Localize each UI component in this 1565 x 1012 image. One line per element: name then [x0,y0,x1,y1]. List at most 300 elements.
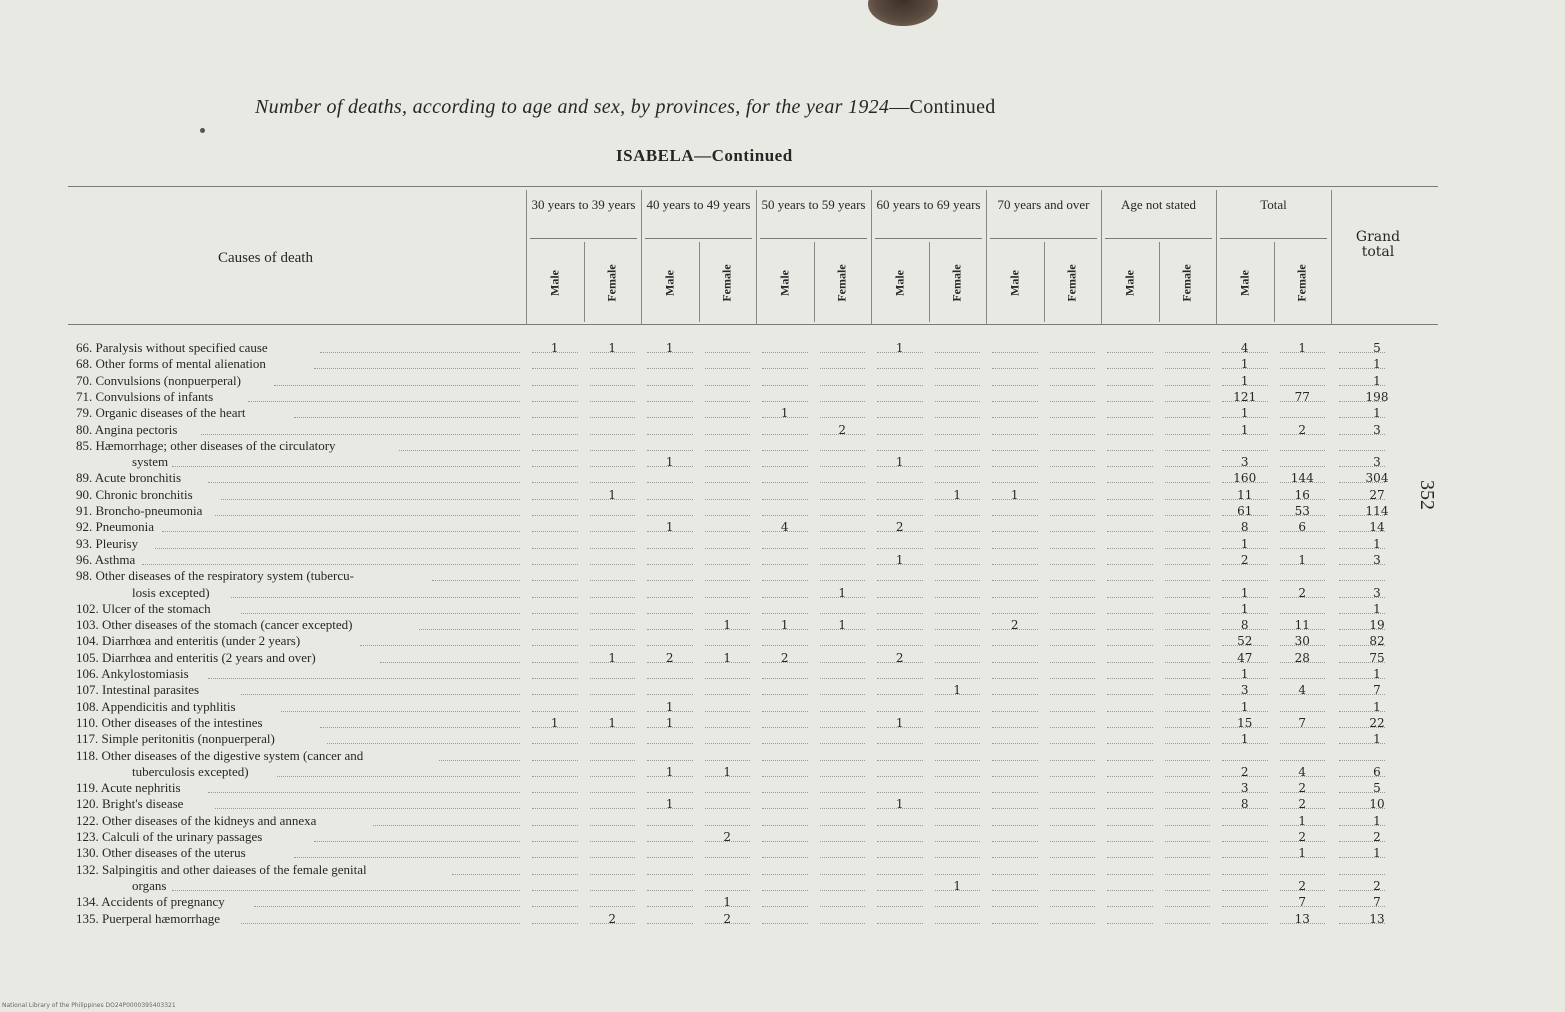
cell-leader [762,401,808,402]
cell-leader [1107,450,1153,451]
data-cell: 2 [1298,585,1307,600]
cause-label: 107. Intestinal parasites [76,682,200,698]
cell-leader [1107,808,1153,809]
cell-leader [1165,760,1211,761]
cell-leader [935,564,981,565]
cause-label: 118. Other diseases of the digestive system (cancer and [76,747,364,763]
cell-leader [705,857,751,858]
data-cell: 7 [1373,683,1381,698]
age-group-header: 40 years to 49 years [646,197,751,212]
cell-leader [820,727,866,728]
data-cell: 52 [1237,634,1253,649]
dot-leader [314,368,520,369]
cell-leader [877,857,923,858]
cell-leader [590,825,636,826]
data-cell: 2 [1373,830,1381,844]
cell-leader [992,482,1038,483]
cause-label: 93. Pleurisy [76,535,139,551]
cell-leader [1165,548,1211,549]
cell-leader [877,629,923,630]
cell-leader [532,906,578,907]
data-cell: 1 [608,650,617,665]
cell-leader [762,450,808,451]
cell-leader [647,597,693,598]
cell-leader [705,531,751,532]
data-cell: 16 [1294,487,1310,502]
cell-leader [992,613,1038,614]
male-subheader: Male [777,270,792,296]
cell-leader [762,434,808,435]
sex-divider [814,242,815,322]
cell-leader [762,548,808,549]
cell-leader [532,808,578,809]
cell-leader [532,466,578,467]
cell-leader [762,906,808,907]
cell-leader [705,645,751,646]
cell-leader [1165,694,1211,695]
cell-leader [820,776,866,777]
data-cell: 1 [895,455,904,470]
cell-leader [590,694,636,695]
cell-leader [1280,417,1326,418]
cell-leader [935,548,981,549]
dot-leader [432,580,520,581]
cell-leader [820,450,866,451]
header-bottom-rule [68,324,1438,325]
dot-leader [399,450,520,451]
cell-leader [820,548,866,549]
cell-leader [820,401,866,402]
cell-leader [877,923,923,924]
cell-leader [877,760,923,761]
data-cell: 1 [723,618,732,633]
cell-leader [590,711,636,712]
table-row [76,813,316,829]
data-cell: 75 [1369,650,1385,665]
cell-leader [1165,352,1211,353]
data-cell: 4 [780,520,789,535]
cell-leader [1280,711,1326,712]
cell-leader [1050,466,1096,467]
cell-leader [647,450,693,451]
cell-leader [1050,743,1096,744]
cell-leader [820,515,866,516]
cell-leader [1050,825,1096,826]
data-cell: 6 [1298,520,1307,535]
cell-leader [532,434,578,435]
dot-leader [241,613,520,614]
data-cell: 2 [1373,878,1381,893]
data-cell: 2 [838,422,847,437]
cell-leader [1050,841,1096,842]
cell-leader [1050,482,1096,483]
data-cell: 2 [1298,878,1307,893]
cell-leader [820,385,866,386]
female-subheader: Female [834,264,849,302]
cell-leader [647,417,693,418]
data-cell: 4 [1298,764,1307,779]
cell-leader [935,857,981,858]
cell-leader [532,694,578,695]
cell-leader [992,727,1038,728]
dot-leader [208,482,520,483]
cell-leader [935,531,981,532]
cell-leader [647,906,693,907]
cell-leader [820,857,866,858]
data-cell: 8 [1240,797,1249,812]
table-row [76,878,166,894]
data-cell: 1 [723,764,732,779]
cell-leader [705,613,751,614]
cell-leader [820,711,866,712]
cell-leader [1165,743,1211,744]
cell-leader [992,385,1038,386]
cell-leader [992,597,1038,598]
group-underline [1105,238,1212,239]
data-cell: 1 [1373,667,1381,681]
data-cell: 2 [1240,552,1249,567]
data-cell: 1 [1298,846,1307,861]
cell-leader [590,613,636,614]
dot-leader [419,629,520,630]
cell-leader [762,515,808,516]
table-row [76,340,268,356]
cell-leader [877,890,923,891]
cell-leader [1050,776,1096,777]
data-cell: 2 [780,650,789,665]
cell-leader [1107,548,1153,549]
cell-leader [1050,450,1096,451]
cell-leader [1107,629,1153,630]
cause-label: 134. Accidents of pregnancy [76,894,225,910]
cell-leader [992,906,1038,907]
table-row [76,666,189,682]
cell-leader [1050,597,1096,598]
cell-leader [762,645,808,646]
cell-leader [877,776,923,777]
cell-leader [992,678,1038,679]
cell-leader [820,662,866,663]
cell-leader [877,597,923,598]
data-cell: 19 [1369,618,1385,633]
cell-leader [1165,580,1211,581]
data-cell: 82 [1369,634,1385,649]
table-row [76,780,181,796]
cell-leader [877,580,923,581]
cell-leader [762,792,808,793]
cause-label: 105. Diarrhœa and enteritis (2 years and over) [76,649,316,665]
female-subheader: Female [719,264,734,302]
cell-leader [1165,841,1211,842]
female-subheader: Female [1064,264,1079,302]
data-cell: 8 [1240,520,1249,535]
cell-leader [1222,923,1268,924]
paper-speck [200,128,205,133]
dot-leader [208,678,520,679]
group-underline [875,238,982,239]
page-title: Number of deaths, according to age and sex, by provinces, for the year 1924—Continued [255,96,996,118]
cell-leader [1050,613,1096,614]
cell-leader [705,434,751,435]
cell-leader [1165,613,1211,614]
cell-leader [992,792,1038,793]
cell-leader [1165,434,1211,435]
cell-leader [1107,678,1153,679]
cell-leader [762,564,808,565]
cell-leader [877,548,923,549]
cell-leader [532,923,578,924]
cell-leader [1165,923,1211,924]
cell-leader [762,711,808,712]
page-number: 352 [1416,480,1438,510]
cell-leader [1165,564,1211,565]
cell-leader [992,352,1038,353]
cell-leader [935,580,981,581]
cell-leader [532,417,578,418]
data-cell: 1 [1010,487,1019,502]
table-row [76,715,263,731]
paper-stain [868,0,938,26]
cell-leader [1165,825,1211,826]
data-cell: 1 [895,715,904,730]
cell-leader [705,466,751,467]
cell-leader [532,711,578,712]
dot-leader [231,597,520,598]
cell-leader [705,874,751,875]
table-row [76,487,193,503]
cell-leader [935,368,981,369]
cell-leader [820,906,866,907]
female-subheader: Female [1179,264,1194,302]
data-cell: 1 [1240,699,1249,714]
table-row [76,633,300,649]
cell-leader [647,923,693,924]
cell-leader [647,499,693,500]
male-subheader: Male [1237,270,1252,296]
cell-leader [1107,564,1153,565]
cell-leader [762,580,808,581]
cell-leader [647,434,693,435]
cell-leader [647,401,693,402]
cell-leader [1165,450,1211,451]
cell-leader [1050,760,1096,761]
cell-leader [1107,711,1153,712]
cell-leader [762,352,808,353]
cell-leader [1280,450,1326,451]
cell-leader [1107,792,1153,793]
data-cell: 2 [608,911,617,926]
cell-leader [590,841,636,842]
cause-label: 70. Convulsions (nonpuerperal) [76,372,242,388]
age-group-header: Age not stated [1120,197,1197,212]
cell-leader [877,694,923,695]
cell-leader [877,874,923,875]
cell-leader [935,352,981,353]
cell-leader [1107,906,1153,907]
cell-leader [877,825,923,826]
cell-leader [532,792,578,793]
data-cell: 1 [1373,536,1381,551]
table-row [76,845,246,861]
data-cell: 1 [1298,341,1307,355]
province-subtitle: ISABELA—Continued [616,146,793,165]
cell-leader [877,368,923,369]
cell-leader [532,760,578,761]
cell-leader [1050,368,1096,369]
cell-leader [935,434,981,435]
cell-leader [877,841,923,842]
cell-leader [532,450,578,451]
data-cell: 14 [1369,520,1385,535]
table-row [76,405,245,421]
dot-leader [215,808,520,809]
cell-leader [762,760,808,761]
data-cell: 2 [723,830,732,844]
cell-leader [705,401,751,402]
cell-leader [705,564,751,565]
cell-leader [1165,711,1211,712]
cell-leader [705,792,751,793]
sex-divider [929,242,930,322]
cell-leader [935,923,981,924]
cell-leader [1280,743,1326,744]
cell-leader [532,890,578,891]
cell-leader [1107,613,1153,614]
cell-leader [705,743,751,744]
cell-leader [647,564,693,565]
cell-leader [1107,368,1153,369]
data-cell: 1 [838,585,847,600]
cell-leader [590,597,636,598]
cell-leader [590,368,636,369]
male-subheader: Male [892,270,907,296]
cell-leader [1165,857,1211,858]
group-underline [990,238,1097,239]
cell-leader [992,368,1038,369]
cause-label: 102. Ulcer of the stomach [76,600,211,616]
cell-leader [820,825,866,826]
cell-leader [647,548,693,549]
table-top-rule [68,186,1438,187]
cell-leader [1339,450,1385,451]
cell-leader [820,499,866,500]
cell-leader [1050,531,1096,532]
data-cell: 1 [1240,536,1249,551]
data-cell: 1 [1240,406,1249,421]
data-cell: 1 [895,797,904,812]
data-cell: 198 [1365,389,1389,404]
cell-leader [1107,515,1153,516]
data-cell: 11 [1237,487,1253,502]
cell-leader [590,434,636,435]
dot-leader [155,548,520,549]
cell-leader [992,808,1038,809]
sex-divider [1044,242,1045,322]
grand-total-header: Grand total [1355,229,1401,260]
cell-leader [590,580,636,581]
dot-leader [248,401,520,402]
dot-leader [314,841,520,842]
cause-label: 66. Paralysis without specified cause [76,340,268,355]
data-cell: 160 [1233,471,1257,486]
cell-leader [705,548,751,549]
cell-leader [1107,743,1153,744]
age-group-header: 30 years to 39 years [531,197,636,212]
cell-leader [877,645,923,646]
cell-leader [590,743,636,744]
cell-leader [992,466,1038,467]
dot-leader [241,923,520,924]
sex-divider [1159,242,1160,322]
cell-leader [705,368,751,369]
age-group-header: Total [1260,197,1287,212]
cell-leader [762,597,808,598]
cell-leader [1107,923,1153,924]
group-underline [530,238,637,239]
cell-leader [992,580,1038,581]
data-cell: 1 [1240,667,1249,681]
female-subheader: Female [949,264,964,302]
cell-leader [992,776,1038,777]
table-row [76,438,336,454]
data-cell: 2 [1010,618,1019,633]
cell-leader [1107,727,1153,728]
dot-leader [172,890,520,891]
cause-label: 71. Convulsions of infants [76,388,214,404]
data-cell: 1 [723,895,732,910]
cell-leader [935,450,981,451]
table-row [76,552,135,568]
cell-leader [705,678,751,679]
cell-leader [1165,662,1211,663]
cause-label: 80. Angina pectoris [76,421,178,437]
cell-leader [590,874,636,875]
cell-leader [1165,531,1211,532]
cell-leader [1222,580,1268,581]
cause-label: organs [132,877,167,893]
cause-label: 123. Calculi of the urinary passages [76,829,263,844]
cell-leader [877,417,923,418]
cell-leader [705,711,751,712]
cell-leader [1050,417,1096,418]
footer-watermark: National Library of the Philippines DO24P0000395403321 [2,1002,176,1009]
cell-leader [532,580,578,581]
cell-leader [647,580,693,581]
cell-leader [820,760,866,761]
cause-label: 85. Hæmorrhage; other diseases of the circulatory [76,437,336,453]
cell-leader [762,385,808,386]
cell-leader [532,385,578,386]
cause-label: 96. Asthma [76,551,136,567]
cell-leader [705,499,751,500]
cell-leader [647,645,693,646]
cell-leader [935,678,981,679]
cell-leader [590,645,636,646]
data-cell: 304 [1365,471,1389,486]
data-cell: 1 [665,797,674,812]
cell-leader [992,531,1038,532]
data-cell: 1 [953,487,962,502]
cell-leader [992,515,1038,516]
cell-leader [1165,629,1211,630]
data-cell: 30 [1294,634,1310,649]
cell-leader [762,499,808,500]
cell-leader [647,841,693,842]
data-cell: 3 [1373,422,1381,437]
cell-leader [705,760,751,761]
dot-leader [201,434,520,435]
data-cell: 7 [1298,895,1307,910]
